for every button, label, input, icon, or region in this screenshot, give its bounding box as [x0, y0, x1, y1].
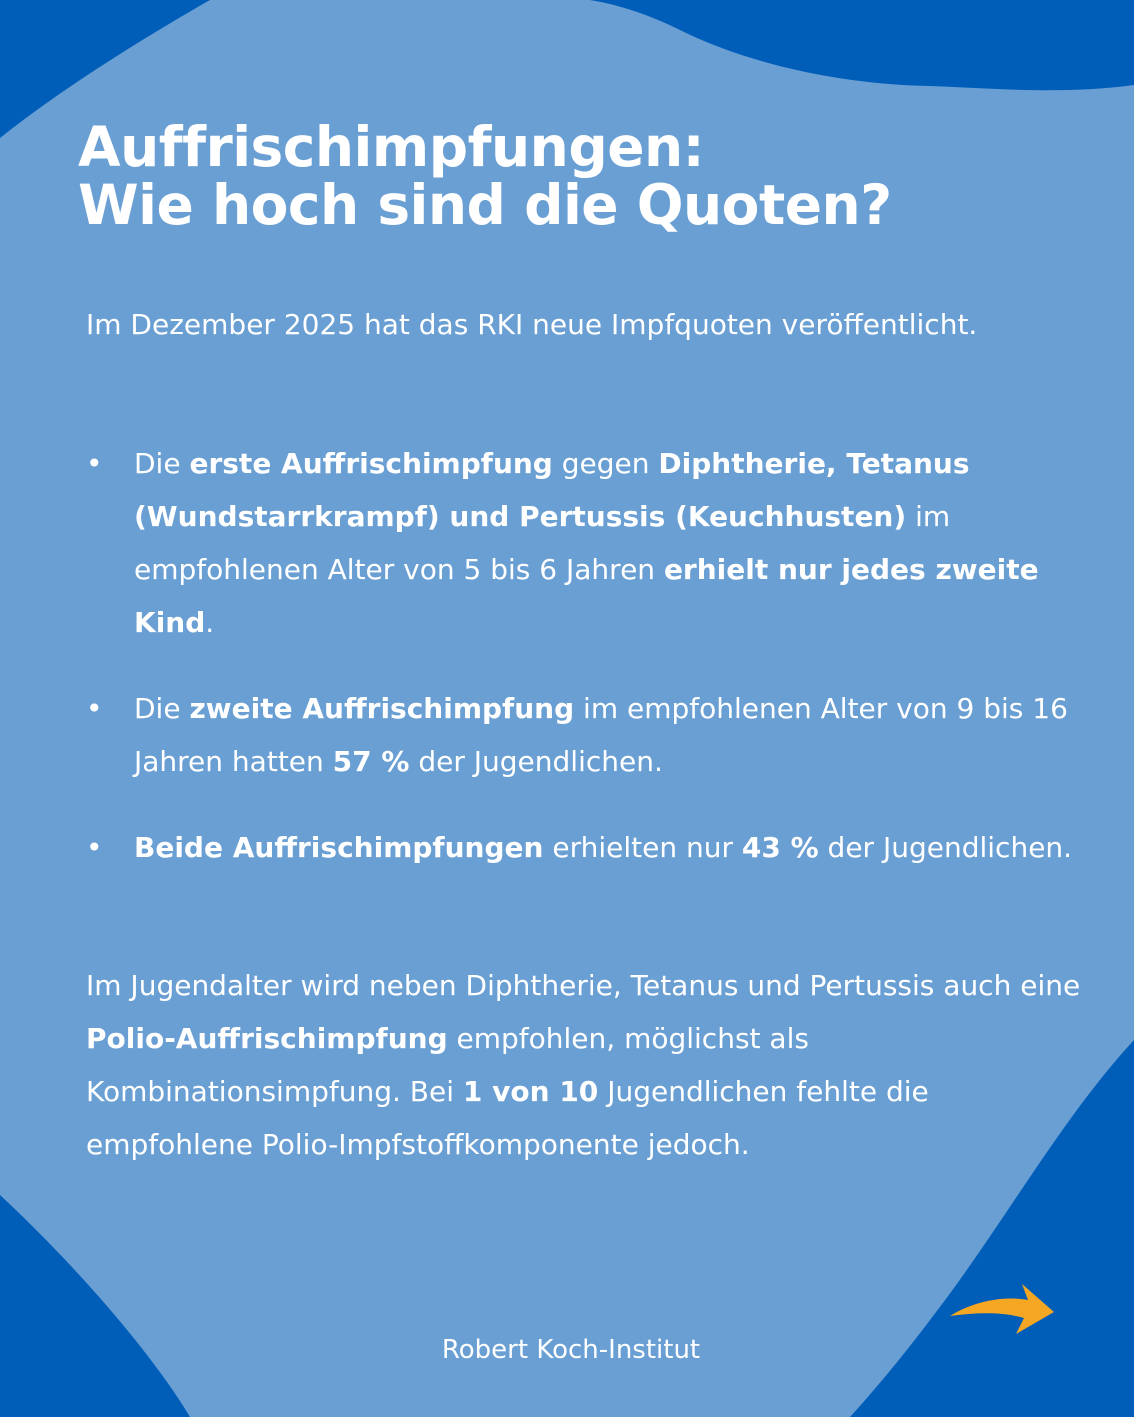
- page-title: [78, 115, 1078, 237]
- outro-paragraph: Im Jugendalter wird neben Diphtherie, Tetanus und Pertussis auch eine Polio-Auffrischimpfung empfohlen, möglichst als Kombinationsimpfung. Bei 1 von 10 Jugendlichen fehlte die empfohlene Polio-Impfstoffkomponente jedoch.: [86, 969, 1081, 1161]
- bullet-item-both-boosters: [86, 821, 1086, 874]
- bullet-item-second-booster: [86, 682, 1086, 788]
- bullet-text: Die zweite Auffrischimpfung im empfohlenen Alter von 9 bis 16 Jahren hatten 57 % der Jugendlichen.: [134, 692, 1068, 778]
- bullet-text: Beide Auffrischimpfungen erhielten nur 43 % der Jugendlichen.: [134, 831, 1073, 864]
- intro-paragraph: Im Dezember 2025 hat das RKI neue Impfquoten veröffentlicht.: [86, 308, 978, 341]
- bullet-marker: •: [86, 831, 103, 864]
- footer-organization: Robert Koch-Institut: [441, 1335, 701, 1365]
- bullet-marker: •: [86, 447, 103, 480]
- bullet-text: Die erste Auffrischimpfung gegen Diphtherie, Tetanus (Wundstarrkrampf) und Pertussis (Keuchhusten) im empfohlenen Alter von 5 bis 6 Jahren erhielt nur jedes zweite Kind.: [134, 447, 1039, 639]
- bullet-item-first-booster: [86, 437, 1086, 649]
- title-line-1: Auffrischimpfungen:: [78, 115, 705, 179]
- bullet-marker: •: [86, 692, 103, 725]
- arrow-right-icon[interactable]: [946, 1278, 1056, 1338]
- title-line-2: Wie hoch sind die Quoten?: [78, 173, 892, 237]
- bullet-list: [86, 437, 1086, 907]
